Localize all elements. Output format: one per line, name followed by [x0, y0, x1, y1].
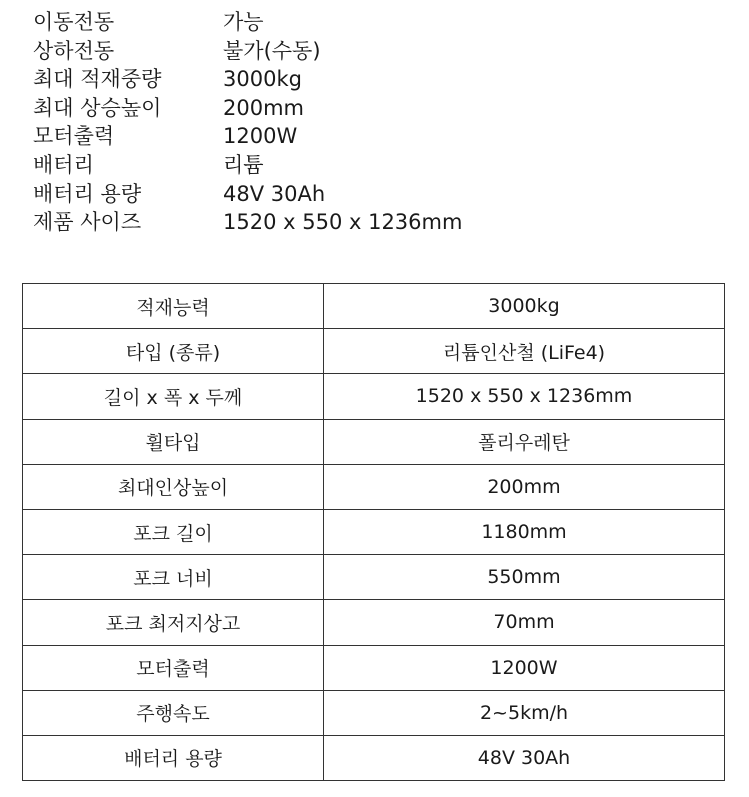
table-value-cell: 1200W: [324, 645, 725, 690]
summary-row: [33, 208, 723, 237]
summary-value: 1520 x 550 x 1236mm: [223, 210, 463, 235]
summary-row: [33, 94, 723, 123]
summary-row: [33, 151, 723, 180]
table-row: [23, 690, 725, 735]
table-row: [23, 419, 725, 464]
table-value-cell: 리튬인산철 (LiFe4): [324, 329, 725, 374]
table-row: [23, 284, 725, 329]
summary-label: 이동전동: [33, 10, 115, 34]
table-label-cell: 포크 길이: [23, 509, 324, 554]
table-label-cell: 휠타입: [23, 419, 324, 464]
summary-value: 200mm: [223, 95, 304, 120]
table-row: [23, 645, 725, 690]
table-row: [23, 555, 725, 600]
table-label-cell: 주행속도: [23, 690, 324, 735]
summary-row: [33, 65, 723, 94]
table-value-cell: 폴리우레탄: [324, 419, 725, 464]
table-row: [23, 509, 725, 554]
table-label-cell: 적재능력: [23, 284, 324, 329]
table-value-cell: 2~5km/h: [324, 690, 725, 735]
summary-row: [33, 37, 723, 66]
table-label-cell: 길이 x 폭 x 두께: [23, 374, 324, 419]
table-value-cell: 48V 30Ah: [324, 735, 725, 780]
table-row: [23, 374, 725, 419]
table-label-cell: 최대인상높이: [23, 464, 324, 509]
summary-value: 불가(수동): [223, 38, 321, 63]
summary-label: 최대 적재중량: [33, 67, 162, 92]
summary-value: 1200W: [223, 124, 298, 149]
summary-value: 3000kg: [223, 67, 302, 92]
table-label-cell: 포크 최저지상고: [23, 600, 324, 645]
summary-label: 모터출력: [33, 124, 115, 149]
summary-label: 제품 사이즈: [33, 210, 142, 235]
table-value-cell: 3000kg: [324, 284, 725, 329]
spec-table: [22, 283, 725, 781]
table-label-cell: 포크 너비: [23, 555, 324, 600]
spec-summary-list: [33, 8, 723, 237]
table-value-cell: 550mm: [324, 555, 725, 600]
table-label-cell: 모터출력: [23, 645, 324, 690]
summary-value: 가능: [223, 10, 264, 34]
summary-label: 상하전동: [33, 38, 115, 63]
table-row: [23, 329, 725, 374]
table-value-cell: 1520 x 550 x 1236mm: [324, 374, 725, 419]
table-label-cell: 배터리 용량: [23, 735, 324, 780]
summary-label: 최대 상승높이: [33, 95, 162, 120]
table-row: [23, 735, 725, 780]
table-row: [23, 464, 725, 509]
summary-value: 48V 30Ah: [223, 181, 326, 206]
table-value-cell: 70mm: [324, 600, 725, 645]
summary-label: 배터리 용량: [33, 181, 142, 206]
summary-row: [33, 122, 723, 151]
summary-value: 리튬: [223, 152, 264, 177]
summary-label: 배터리: [33, 152, 94, 177]
table-label-cell: 타입 (종류): [23, 329, 324, 374]
summary-row: [33, 180, 723, 209]
table-value-cell: 200mm: [324, 464, 725, 509]
table-value-cell: 1180mm: [324, 509, 725, 554]
summary-row: [33, 8, 723, 37]
table-row: [23, 600, 725, 645]
